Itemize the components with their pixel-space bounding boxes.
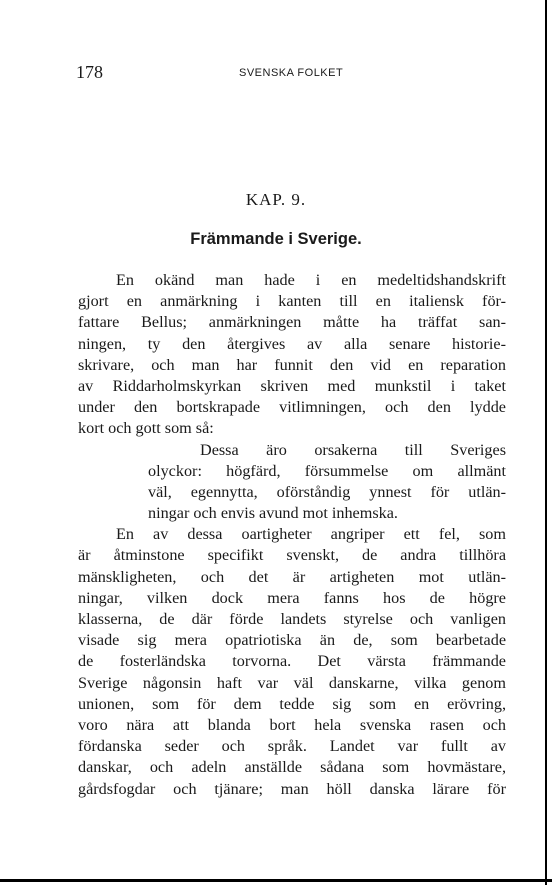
text-line: skrivare, och man har funnit den vid en reparation xyxy=(78,355,506,374)
quote-line: olyckor: högfärd, försummelse om allmänt xyxy=(148,461,506,480)
text-line: ningar, vilken dock mera fanns hos de högre xyxy=(78,588,506,607)
text-line: danskar, och adeln anställde sådana som hovmästare, xyxy=(78,758,506,777)
text-line: voro nära att blanda bort hela svenska rasen och xyxy=(78,715,506,734)
text-line: gårdsfogdar och tjänare; man höll danska lärare för xyxy=(78,779,506,798)
quote-line: ningar och envis avund mot inhemska. xyxy=(148,504,398,523)
chapter-title: Främmande i Sverige. xyxy=(190,230,362,248)
text-line: de fosterländska torvorna. Det värsta främmande xyxy=(78,652,506,671)
text-line: kort och gott som så: xyxy=(78,419,214,438)
text-line: är åtminstone specifikt svenskt, de andra tillhöra xyxy=(78,546,506,565)
text-line: av Riddarholmskyrkan skriven med munkstil i taket xyxy=(78,376,506,395)
text-line: En av dessa oartigheter angriper ett fel, som xyxy=(116,525,506,544)
running-head: SVENSKA FOLKET xyxy=(239,67,344,79)
page-header xyxy=(76,62,506,84)
text-line: unionen, som för dem tedde sig som en erövring, xyxy=(78,694,506,713)
text-line: En okänd man hade i en medeltidshandskrift xyxy=(116,271,506,289)
text-line: fattare Bellus; anmärkningen måtte ha träffat san- xyxy=(78,313,506,332)
text-line: mänskligheten, och det är artigheten mot utlän- xyxy=(78,567,506,586)
text-line: fördanska seder och språk. Landet var fullt av xyxy=(78,737,506,756)
chapter-label: KAP. 9. xyxy=(245,190,307,209)
text-line: ningen, ty den återgives av alla senare historie- xyxy=(78,334,506,353)
text-line: visade sig mera opatriotiska än de, som bearbetade xyxy=(78,631,506,650)
page-edge-right xyxy=(545,0,547,885)
text-line: Sverige någonsin haft var väl danskarne, vilka genom xyxy=(78,673,506,692)
text-line: klasserna, de där förde landets styrelse och vanligen xyxy=(78,610,506,628)
page-number: 178 xyxy=(76,62,103,82)
quote-line: väl, egennytta, oförståndig ynnest för utlän- xyxy=(148,482,506,501)
body-text xyxy=(78,270,506,800)
quote-line: Dessa äro orsakerna till Sveriges xyxy=(200,440,506,459)
text-line: gjort en anmärkning i kanten till en italiensk för- xyxy=(78,292,506,311)
page-edge-bottom xyxy=(0,879,552,882)
text-line: under den bortskrapade vitlimningen, och den lydde xyxy=(78,398,506,417)
